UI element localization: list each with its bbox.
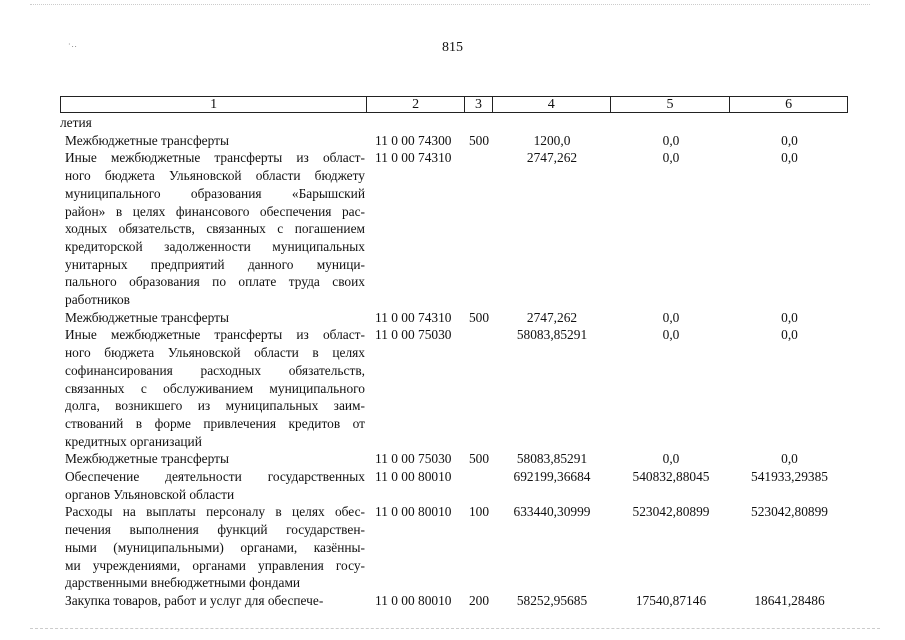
- description-line: унитарных предприятий данного муници-: [65, 256, 365, 272]
- scan-speck: ·..: [68, 40, 78, 49]
- row-value-6: 0,0: [781, 327, 798, 343]
- row-value-5: 540832,88045: [632, 469, 710, 485]
- description-line: Иные межбюджетные трансферты из област-: [65, 327, 365, 343]
- table-header: [60, 96, 848, 113]
- description-line: дарственными внебюджетными фондами: [65, 575, 301, 591]
- description-line: кредитных организаций: [65, 433, 202, 449]
- row-description: [60, 132, 367, 150]
- table-row: [60, 114, 848, 132]
- description-line: Межбюджетные трансферты: [65, 451, 229, 467]
- row-code: 11 0 00 80010: [375, 469, 452, 485]
- description-line: долга, возникшего из муниципальных заим-: [65, 398, 365, 414]
- row-value-5: [611, 114, 731, 132]
- row-type: [465, 149, 493, 308]
- description-line: Иные межбюджетные трансферты из област-: [65, 150, 365, 166]
- row-type: 500: [468, 309, 490, 325]
- description-line: ными (муниципальными) органами, казённы-: [65, 539, 365, 555]
- row-value-4: 633440,30999: [513, 504, 591, 520]
- description-line: муниципального образования «Барышский: [65, 185, 365, 201]
- header-col-3: 3: [465, 97, 493, 112]
- row-code: 11 0 00 75030: [375, 451, 452, 467]
- description-line: Закупка товаров, работ и услуг для обеспече-: [65, 592, 324, 608]
- row-value-6: 18641,28486: [754, 592, 825, 608]
- row-value-5: 0,0: [662, 309, 680, 325]
- row-code: 11 0 00 74300: [375, 132, 452, 148]
- row-value-4: 2747,262: [526, 150, 578, 166]
- description-line: кредиторской задолженности муниципальных: [65, 238, 365, 254]
- description-line: ного бюджета Ульяновской области в целях: [65, 345, 365, 361]
- table-row: [60, 450, 848, 468]
- row-code: 11 0 00 74310: [375, 309, 452, 325]
- row-value-6: 523042,80899: [751, 504, 828, 520]
- table-row: [60, 326, 848, 450]
- row-value-4: 58083,85291: [516, 327, 588, 343]
- scan-artifact-top: [30, 4, 870, 5]
- row-code: 11 0 00 74310: [375, 150, 452, 166]
- description-line: Межбюджетные трансферты: [65, 132, 229, 148]
- row-value-5: 0,0: [662, 132, 680, 148]
- table-row: [60, 503, 848, 592]
- row-value-5: 523042,80899: [632, 504, 710, 520]
- row-value-6: 0,0: [781, 150, 798, 166]
- row-type: [465, 114, 493, 132]
- description-line: ного бюджета Ульяновской области бюджету: [65, 168, 365, 184]
- row-type: [465, 326, 493, 450]
- scan-artifact-bottom: [30, 628, 880, 629]
- row-value-6: 541933,29385: [751, 469, 828, 485]
- table-row: [60, 592, 848, 610]
- header-col-5: 5: [611, 97, 731, 112]
- header-col-2: 2: [367, 97, 465, 112]
- description-line: Обеспечение деятельности государственных: [65, 469, 365, 485]
- row-type: 500: [468, 451, 490, 467]
- table-body: [60, 114, 848, 610]
- description-line: пального образования по оплате труда своих: [65, 274, 365, 290]
- description-line: летия: [60, 115, 92, 130]
- description-line: ходных обязательств, связанных с погашением: [65, 221, 365, 237]
- table-row: [60, 468, 848, 503]
- row-value-6: [731, 114, 848, 132]
- header-col-6: 6: [785, 97, 793, 112]
- description-line: Расходы на выплаты персоналу в целях обес-: [65, 504, 365, 520]
- page-number: 815: [442, 40, 463, 55]
- description-line: печения выполнения функций государствен-: [65, 522, 365, 538]
- row-code: [367, 114, 465, 132]
- description-line: работников: [65, 292, 130, 308]
- header-col-1: 1: [61, 97, 367, 112]
- row-value-6: 0,0: [781, 132, 798, 148]
- description-line: органов Ульяновской области: [65, 486, 235, 502]
- row-value-6: 0,0: [781, 309, 798, 325]
- table-row: [60, 149, 848, 308]
- row-value-4: 1200,0: [533, 132, 571, 148]
- header-col-4: 4: [493, 97, 611, 112]
- row-description: [60, 450, 367, 468]
- row-description: [60, 309, 367, 327]
- row-type: 500: [468, 132, 490, 148]
- row-value-4: 58083,85291: [516, 451, 588, 467]
- row-value-5: 0,0: [662, 150, 680, 166]
- table-row: [60, 309, 848, 327]
- row-value-5: 0,0: [662, 451, 680, 467]
- row-code: 11 0 00 80010: [375, 592, 452, 608]
- row-value-4: [493, 114, 611, 132]
- description-line: ствований в форме привлечения кредитов от: [65, 415, 365, 431]
- description-line: район» в целях финансового обеспечения рас-: [65, 203, 365, 219]
- row-type: [465, 468, 493, 503]
- row-description: [60, 592, 367, 610]
- row-value-4: 692199,36684: [513, 469, 591, 485]
- row-code: 11 0 00 75030: [375, 327, 452, 343]
- row-description: [60, 503, 367, 592]
- description-line: ми учреждениями, органами управления госу-: [65, 557, 365, 573]
- description-line: Межбюджетные трансферты: [65, 309, 229, 325]
- row-value-5: 0,0: [662, 327, 680, 343]
- description-line: связанных с обслуживанием муниципального: [65, 380, 365, 396]
- row-type: 200: [468, 592, 490, 608]
- row-type: 100: [468, 504, 490, 520]
- row-value-6: 0,0: [781, 451, 798, 467]
- row-description: [60, 468, 367, 503]
- row-value-5: 17540,87146: [635, 592, 707, 608]
- row-value-4: 2747,262: [526, 309, 578, 325]
- row-description: [60, 326, 367, 450]
- row-value-4: 58252,95685: [516, 592, 588, 608]
- description-line: софинансирования расходных обязательств,: [65, 362, 365, 378]
- row-description: [60, 114, 367, 132]
- table-row: [60, 132, 848, 150]
- row-description: [60, 149, 367, 308]
- row-code: 11 0 00 80010: [375, 504, 452, 520]
